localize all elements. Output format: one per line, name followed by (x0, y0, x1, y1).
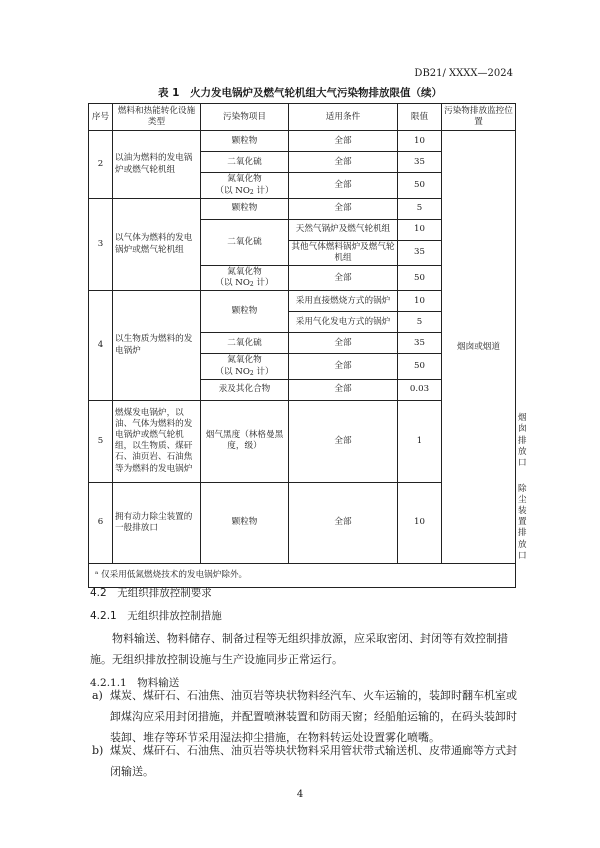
cell-condition: 全部 (289, 400, 398, 482)
cell-pollutant: 二氧化硫 (201, 219, 289, 265)
cell-condition: 采用气化发电方式的锅炉 (289, 312, 398, 333)
emission-limits-table (88, 103, 527, 588)
cell-limit: 50 (398, 173, 442, 198)
cell-limit: 35 (398, 333, 442, 354)
list-marker-a: a) (92, 689, 103, 702)
cell-limit: 10 (398, 291, 442, 312)
cell-condition: 全部 (289, 482, 398, 563)
cell-condition: 全部 (289, 198, 398, 219)
cell-limit: 10 (398, 131, 442, 152)
cell-pollutant: 汞及其化合物 (201, 379, 289, 400)
nox-label-line1: 氮氧化物 (227, 174, 262, 185)
cell-limit: 5 (398, 198, 442, 219)
header-monitor-location: 污染物排放监控位置 (442, 104, 516, 131)
table-footnote-row (89, 563, 516, 587)
cell-limit: 5 (398, 312, 442, 333)
table-footnote: ᵃ 仅采用低氮燃烧技术的发电锅炉除外。 (89, 563, 516, 587)
cell-limit: 10 (398, 219, 442, 240)
cell-limit: 1 (398, 400, 442, 482)
list-item-b-text: 煤炭、煤矸石、石油焦、油页岩等块状物料采用管状带式输送机、皮带通廊等方式封闭输送。 (110, 744, 517, 778)
cell-seq: 5 (89, 400, 113, 482)
cell-pollutant: 二氧化硫 (201, 152, 289, 173)
cell-seq: 2 (89, 131, 113, 198)
header-pollutant: 污染物项目 (201, 104, 289, 131)
nox-label-line2: （以 NO2 计） (215, 366, 274, 377)
paragraph-control-measures: 物料输送、物料储存、制备过程等无组织排放源，应采取密闭、封闭等有效控制措施。无组织排放控制设施与生产设施同步正常运行。 (90, 632, 508, 666)
cell-seq: 3 (89, 198, 113, 291)
cell-seq: 4 (89, 291, 113, 400)
cell-condition: 全部 (289, 152, 398, 173)
cell-condition: 全部 (289, 131, 398, 152)
nox-label-line2: （以 NO2 计） (215, 278, 274, 289)
header-limit: 限值 (398, 104, 442, 131)
section-heading-4-2-1-1: 4.2.1.1 物料输送 (90, 677, 180, 689)
table-header-row (89, 104, 516, 131)
table-row: 6 拥有动力除尘装置的一般排放口 颗粒物 全部 10 除尘装置排放口 (89, 482, 516, 563)
cell-condition: 采用直接燃烧方式的锅炉 (289, 291, 398, 312)
list-marker-b: b) (92, 744, 104, 757)
cell-pollutant: 颗粒物 (201, 198, 289, 219)
cell-condition: 全部 (289, 266, 398, 291)
cell-fuel-type: 以油为燃料的发电锅炉或燃气轮机组 (113, 131, 201, 198)
cell-limit: 10 (398, 482, 442, 563)
cell-condition: 全部 (289, 379, 398, 400)
section-heading-4-2: 4.2 无组织排放控制要求 (90, 587, 212, 599)
header-fuel-type: 燃料和热能转化设施类型 (113, 104, 201, 131)
cell-pollutant (201, 173, 289, 198)
cell-fuel-type: 拥有动力除尘装置的一般排放口 (113, 482, 201, 563)
table-row (89, 131, 516, 152)
cell-condition: 全部 (289, 333, 398, 354)
section-heading-4-2-1: 4.2.1 无组织排放控制措施 (90, 610, 222, 622)
nox-label-line1: 氮氧化物 (227, 267, 262, 278)
header-seq: 序号 (89, 104, 113, 131)
table-caption: 表 1 火力发电锅炉及燃气轮机组大气污染物排放限值（续） (158, 87, 442, 99)
cell-limit: 0.03 (398, 379, 442, 400)
cell-limit: 50 (398, 354, 442, 379)
document-code: DB21/ XXXX—2024 (414, 68, 513, 79)
cell-limit: 35 (398, 152, 442, 173)
cell-pollutant: 颗粒物 (201, 291, 289, 333)
cell-condition: 全部 (289, 354, 398, 379)
cell-fuel-type: 燃煤发电锅炉，以油、气体为燃料的发电锅炉或燃气轮机组，以生物质、煤矸石、油页岩、石油焦等为燃料的发电锅炉 (113, 400, 201, 482)
page-number: 4 (296, 789, 304, 800)
cell-pollutant (201, 266, 289, 291)
cell-pollutant: 烟气黑度（林格曼黑度，级） (201, 400, 289, 482)
nox-label-line2: （以 NO2 计） (215, 185, 274, 196)
cell-fuel-type: 以气体为燃料的发电锅炉或燃气轮机组 (113, 198, 201, 291)
cell-pollutant: 颗粒物 (201, 131, 289, 152)
cell-pollutant (201, 354, 289, 379)
cell-condition: 全部 (289, 173, 398, 198)
cell-condition: 天然气锅炉及燃气轮机组 (289, 219, 398, 240)
cell-monitor-location: 烟囱或烟道 (442, 131, 516, 564)
nox-label-line1: 氮氧化物 (227, 355, 262, 366)
cell-seq: 6 (89, 482, 113, 563)
cell-limit: 50 (398, 266, 442, 291)
cell-limit: 35 (398, 240, 442, 265)
list-item-a (92, 685, 520, 748)
cell-fuel-type: 以生物质为燃料的发电锅炉 (113, 291, 201, 400)
cell-pollutant: 颗粒物 (201, 482, 289, 563)
header-condition: 适用条件 (289, 104, 398, 131)
list-item-b (92, 740, 520, 782)
table-row: 5 燃煤发电锅炉，以油、气体为燃料的发电锅炉或燃气轮机组，以生物质、煤矸石、油页岩、石油焦等为燃料的发电锅炉 烟气黑度（林格曼黑度，级） 全部 1 烟囱排放口 (89, 400, 516, 482)
cell-condition: 其他气体燃料锅炉及燃气轮机组 (289, 240, 398, 265)
list-item-a-text: 煤炭、煤矸石、石油焦、油页岩等块状物料经汽车、火车运输的，装卸时翻车机室或卸煤沟应采用封闭措施，并配置喷淋装置和防雨天窗；经船舶运输的，在码头装卸时装卸、堆存等环节采用湿法抑尘措施，在物料转运处设置雾化喷嘴。 (110, 689, 517, 744)
cell-pollutant: 二氧化硫 (201, 333, 289, 354)
